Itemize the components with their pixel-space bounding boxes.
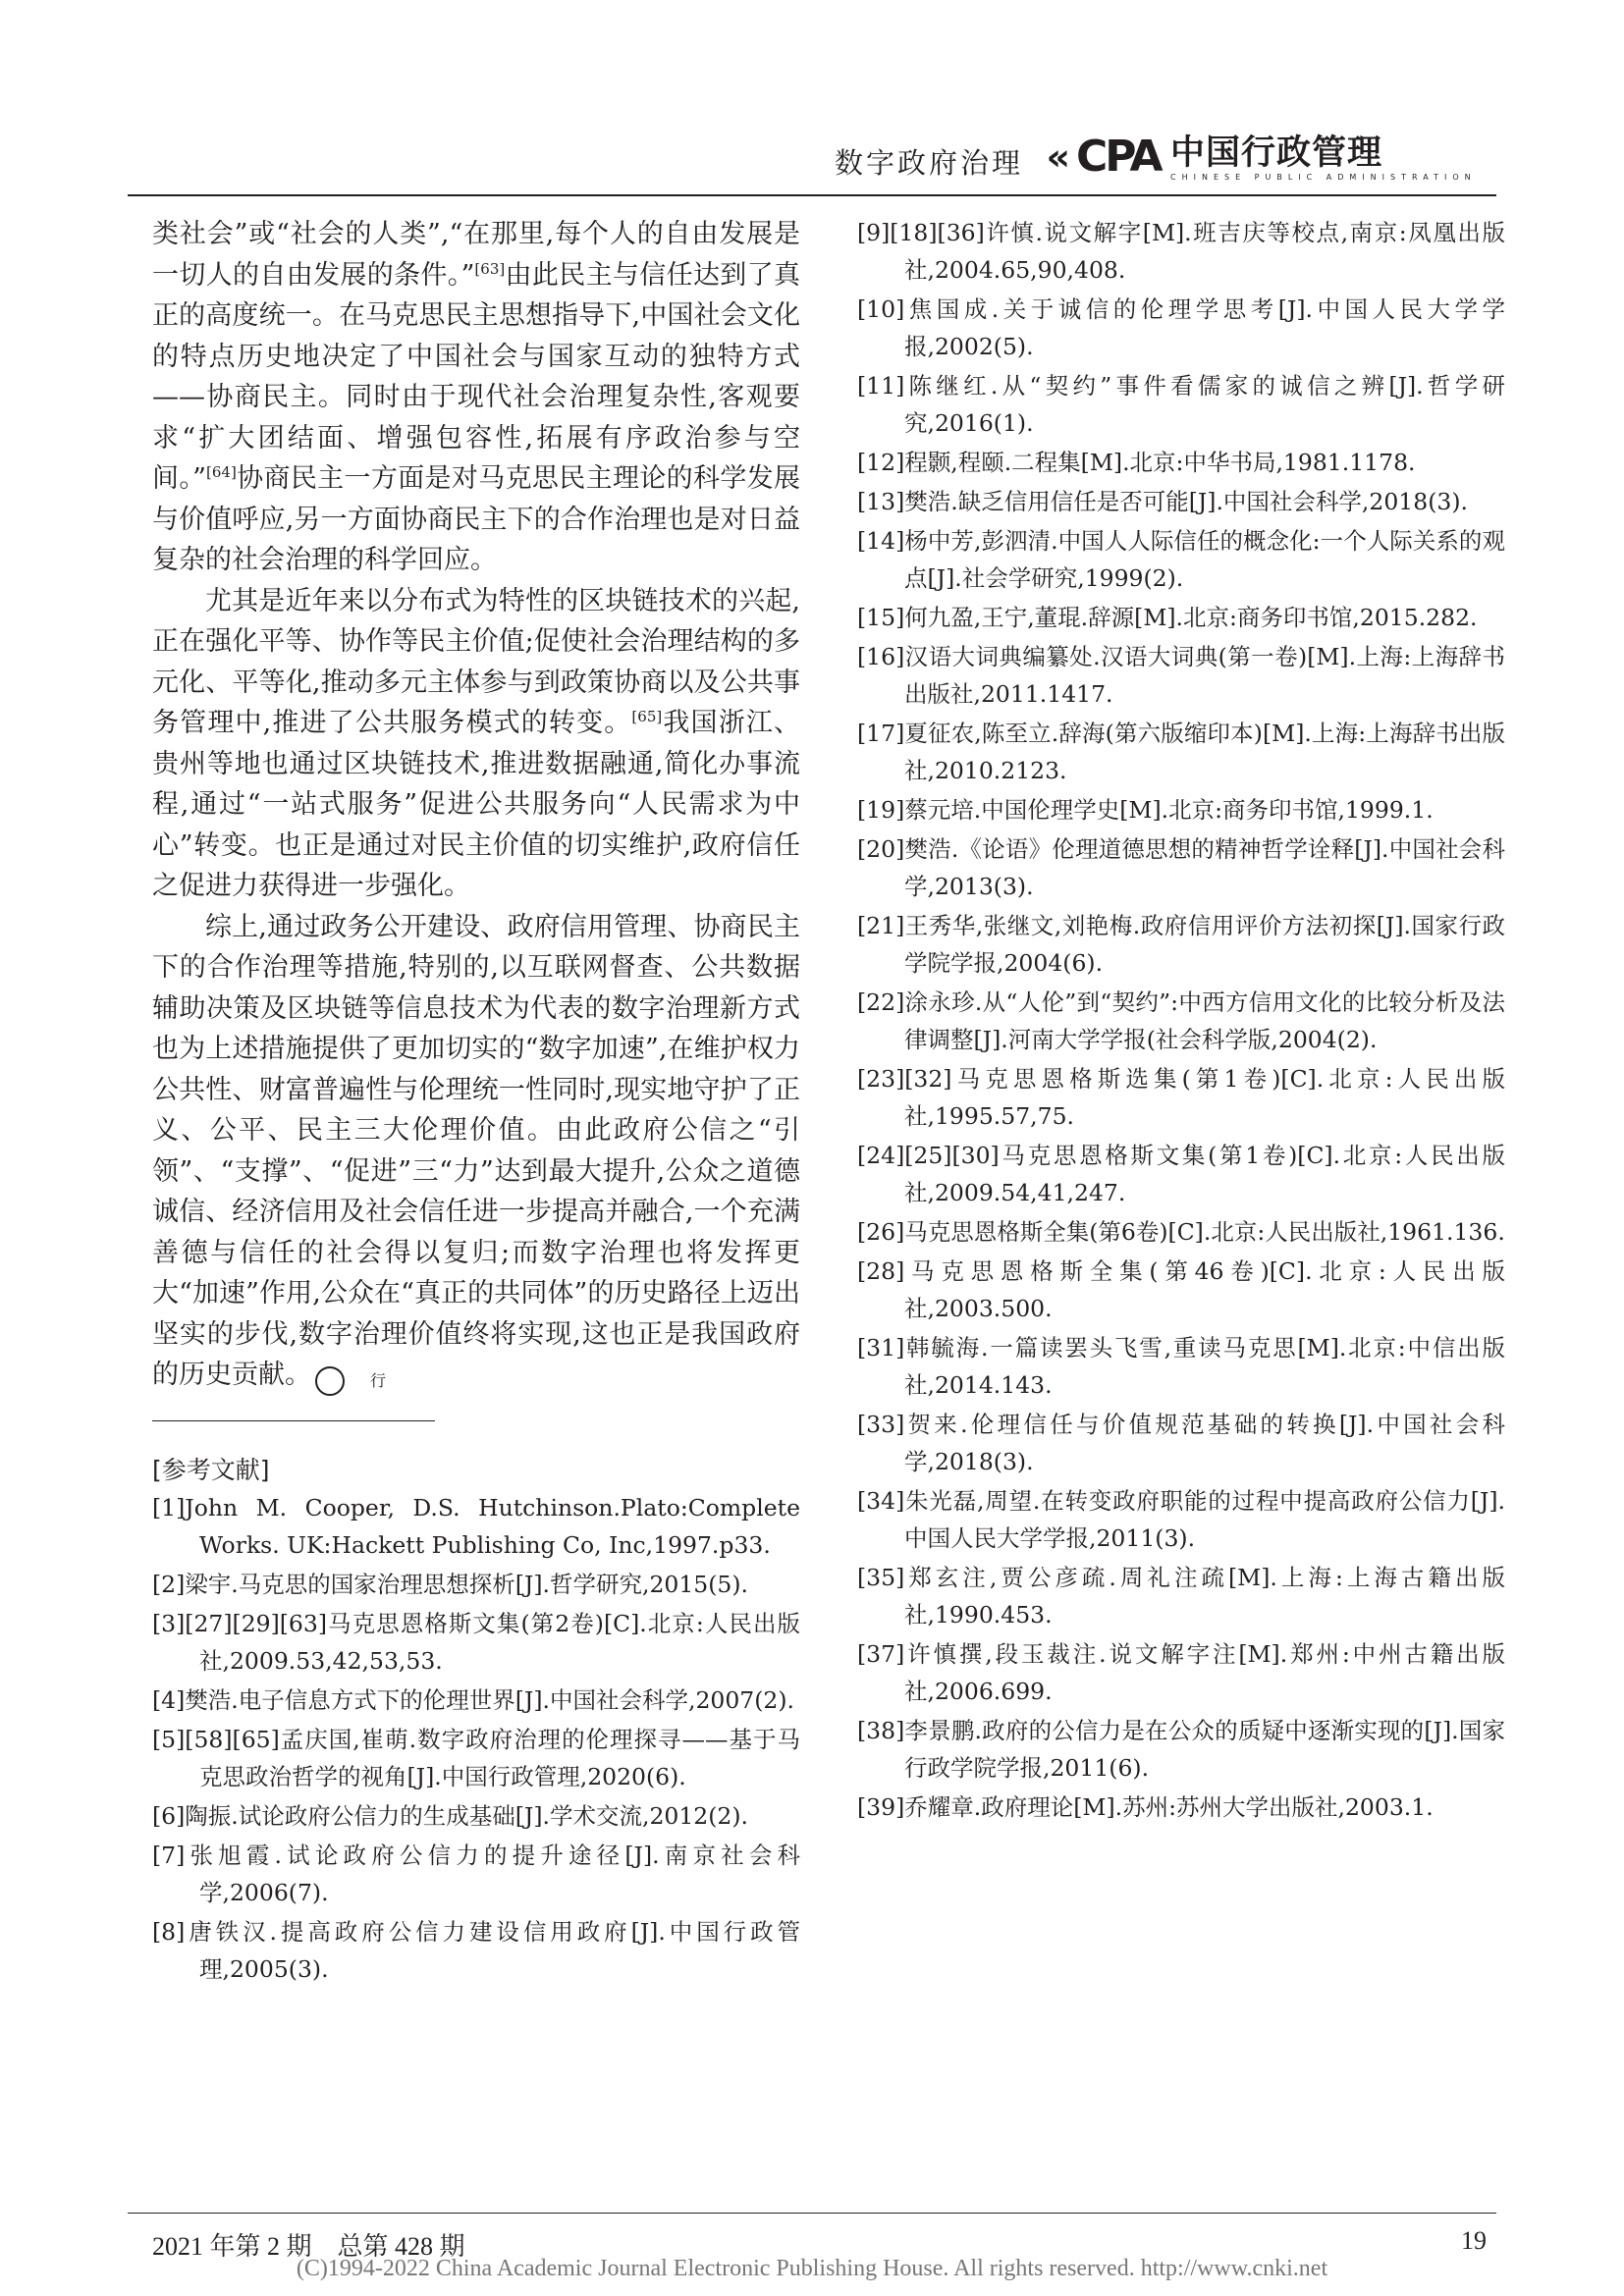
reference-item: [2]梁宇.马克思的国家治理思想探析[J].哲学研究,2015(5). bbox=[152, 1571, 749, 1598]
text-run: 类社会”或“社会的人类”,“在那里,每个人的自由发展是一切人的自由发展的条件。” bbox=[152, 219, 800, 291]
reference-item: [9][18][36]许慎.说文解字[M].班吉庆等校点,南京:凤凰出版社,2004.65,90,408. bbox=[857, 219, 1505, 284]
journal-title-english: CHINESE PUBLIC ADMINISTRATION bbox=[1170, 173, 1477, 182]
citation-mark: [65] bbox=[631, 708, 663, 725]
references-heading: [参考文献] bbox=[152, 1456, 270, 1484]
reference-item: [3][27][29][63]马克思恩格斯文集(第2卷)[C].北京:人民出版社,2009.53,42,53,53. bbox=[152, 1610, 800, 1675]
reference-item: [13]樊浩.缺乏信用信任是否可能[J].中国社会科学,2018(3). bbox=[857, 488, 1468, 515]
reference-item: [37]许慎撰,段玉裁注.说文解字注[M].郑州:中州古籍出版社,2006.699. bbox=[857, 1640, 1505, 1705]
text-run: 尤其是近年来以分布式为特性的区块链技术的兴起,正在强化平等、协作等民主价值;促使社会治理结构的多元化、平等化,推动多元主体参与到政策协商以及公共事务管理中,推进了公共服务模式的转变。 bbox=[152, 585, 800, 738]
paragraph bbox=[152, 214, 800, 581]
reference-item: [33]贺来.伦理信任与价值规范基础的转换[J].中国社会科学,2018(3). bbox=[857, 1411, 1505, 1475]
page-header bbox=[128, 132, 1496, 187]
reference-item: [21]王秀华,张继文,刘艳梅.政府信用评价方法初探[J].国家行政学院学报,2004(6). bbox=[857, 912, 1505, 977]
text-run: 协商民主一方面是对马克思民主理论的科学发展与价值呼应,另一方面协商民主下的合作治理也是对日益复杂的社会治理的科学回应。 bbox=[152, 463, 801, 575]
header-divider bbox=[128, 194, 1496, 196]
logo-mark: CPA bbox=[1076, 132, 1161, 182]
reference-item: [1]John M. Cooper, D.S. Hutchinson.Plato:Complete Works. UK:Hackett Publishing Co, Inc,1997.p33. bbox=[152, 1494, 800, 1559]
reference-item: [6]陶振.试论政府公信力的生成基础[J].学术交流,2012(2). bbox=[152, 1802, 749, 1830]
reference-item: [28]马克思恩格斯全集(第46卷)[C].北京:人民出版社,2003.500. bbox=[857, 1257, 1505, 1322]
reference-item: [10]焦国成.关于诚信的伦理学思考[J].中国人民大学学报,2002(5). bbox=[857, 295, 1505, 360]
reference-item: [7]张旭霞.试论政府公信力的提升途径[J].南京社会科学,2006(7). bbox=[152, 1842, 800, 1906]
journal-title: 中国行政管理 bbox=[1170, 133, 1383, 173]
paragraph bbox=[152, 581, 800, 907]
footer-divider bbox=[128, 2213, 1496, 2214]
reference-item: [22]涂永珍.从“人伦”到“契约”:中西方信用文化的比较分析及法律调整[J].河南大学学报(社会科学版,2004(2). bbox=[857, 988, 1505, 1053]
issue-info: 2021 年第 2 期 总第 428 期 bbox=[152, 2232, 465, 2261]
reference-item: [14]杨中芳,彭泗清.中国人人际信任的概念化:一个人际关系的观点[J].社会学研究,1999(2). bbox=[857, 527, 1505, 592]
text-run: 我国浙江、贵州等地也通过区块链技术,推进数据融通,简化办事流程,通过“一站式服务”促进公共服务向“人民需求为中心”转变。也正是通过对民主价值的切实维护,政府信任之促进力获得进一步强化。 bbox=[152, 708, 801, 901]
reference-item: [15]何九盈,王宁,董琨.辞源[M].北京:商务印书馆,2015.282. bbox=[857, 604, 1478, 631]
references-list-right bbox=[857, 214, 1505, 1828]
reference-item: [16]汉语大词典编纂处.汉语大词典(第一卷)[M].上海:上海辞书出版社,2011.1417. bbox=[857, 643, 1505, 708]
reference-item: [8]唐铁汉.提高政府公信力建设信用政府[J].中国行政管理,2005(3). bbox=[152, 1918, 800, 1983]
reference-item: [26]马克思恩格斯全集(第6卷)[C].北京:人民出版社,1961.136. bbox=[857, 1218, 1505, 1246]
references-divider bbox=[152, 1420, 435, 1421]
double-chevron-icon: « bbox=[1046, 135, 1064, 179]
reference-item: [20]樊浩.《论语》伦理道德思想的精神哲学诠释[J].中国社会科学,2013(3). bbox=[857, 835, 1505, 900]
reference-item: [19]蔡元培.中国伦理学史[M].北京:商务印书馆,1999.1. bbox=[857, 796, 1434, 824]
reference-item: [31]韩毓海.一篇读罢头飞雪,重读马克思[M].北京:中信出版社,2014.143. bbox=[857, 1334, 1505, 1399]
text-run: 由此民主与信任达到了真正的高度统一。在马克思民主思想指导下,中国社会文化的特点历史地决定了中国社会与国家互动的独特方式——协商民主。同时由于现代社会治理复杂性,客观要求“扩大团结面、增强包容性,拓展有序政治参与空间。” bbox=[152, 259, 800, 494]
end-of-article-icon: 行 bbox=[315, 1366, 345, 1396]
reference-item: [23][32]马克思恩格斯选集(第1卷)[C].北京:人民出版社,1995.57,75. bbox=[857, 1065, 1505, 1130]
page-number: 19 bbox=[1461, 2226, 1487, 2255]
copyright-notice: (C)1994-2022 China Academic Journal Electronic Publishing House. All rights reserved. http://www.cnki.net bbox=[296, 2256, 1328, 2281]
text-run: 综上,通过政务公开建设、政府信用管理、协商民主下的合作治理等措施,特别的,以互联网督查、公共数据辅助决策及区块链等信息技术为代表的数字治理新方式也为上述措施提供了更加切实的“数字加速”,在维护权力公共性、财富普遍性与伦理统一性同时,现实地守护了正义、公平、民主三大伦理价值。由此政府公信之“引领”、“支撑”、“促进”三“力”达到最大提升,公众之道德诚信、经济信用及社会信任进一步提高并融合,一个充满善德与信任的社会得以复归;而数字治理也将发挥更大“加速”作用,公众在“真正的共同体”的历史路径上迈出坚实的步伐,数字治理价值终将实现,这也正是我国政府的历史贡献。 bbox=[152, 911, 800, 1390]
section-title: 数字政府治理 bbox=[834, 146, 1023, 180]
paragraph bbox=[152, 907, 800, 1397]
citation-mark: [63] bbox=[474, 259, 506, 278]
reference-item: [39]乔耀章.政府理论[M].苏州:苏州大学出版社,2003.1. bbox=[857, 1793, 1434, 1821]
journal-logo bbox=[1076, 132, 1496, 187]
reference-item: [17]夏征农,陈至立.辞海(第六版缩印本)[M].上海:上海辞书出版社,2010.2123. bbox=[857, 720, 1505, 784]
references-list-left bbox=[152, 1489, 800, 1990]
reference-item: [35]郑玄注,贾公彦疏.周礼注疏[M].上海:上海古籍出版社,1990.453. bbox=[857, 1564, 1505, 1629]
reference-item: [34]朱光磊,周望.在转变政府职能的过程中提高政府公信力[J].中国人民大学学报,2011(3). bbox=[857, 1487, 1505, 1552]
reference-item: [5][58][65]孟庆国,崔萌.数字政府治理的伦理探寻——基于马克思政治哲学的视角[J].中国行政管理,2020(6). bbox=[152, 1726, 800, 1790]
reference-item: [38]李景鹏.政府的公信力是在公众的质疑中逐渐实现的[J].国家行政学院学报,2011(6). bbox=[857, 1717, 1505, 1782]
citation-mark: [64] bbox=[206, 463, 237, 481]
reference-item: [4]樊浩.电子信息方式下的伦理世界[J].中国社会科学,2007(2). bbox=[152, 1686, 795, 1714]
body-text bbox=[152, 214, 800, 1396]
reference-item: [11]陈继红.从“契约”事件看儒家的诚信之辨[J].哲学研究,2016(1). bbox=[857, 372, 1505, 437]
reference-item: [12]程颢,程颐.二程集[M].北京:中华书局,1981.1178. bbox=[857, 449, 1416, 476]
reference-item: [24][25][30]马克思恩格斯文集(第1卷)[C].北京:人民出版社,2009.54,41,247. bbox=[857, 1142, 1505, 1206]
